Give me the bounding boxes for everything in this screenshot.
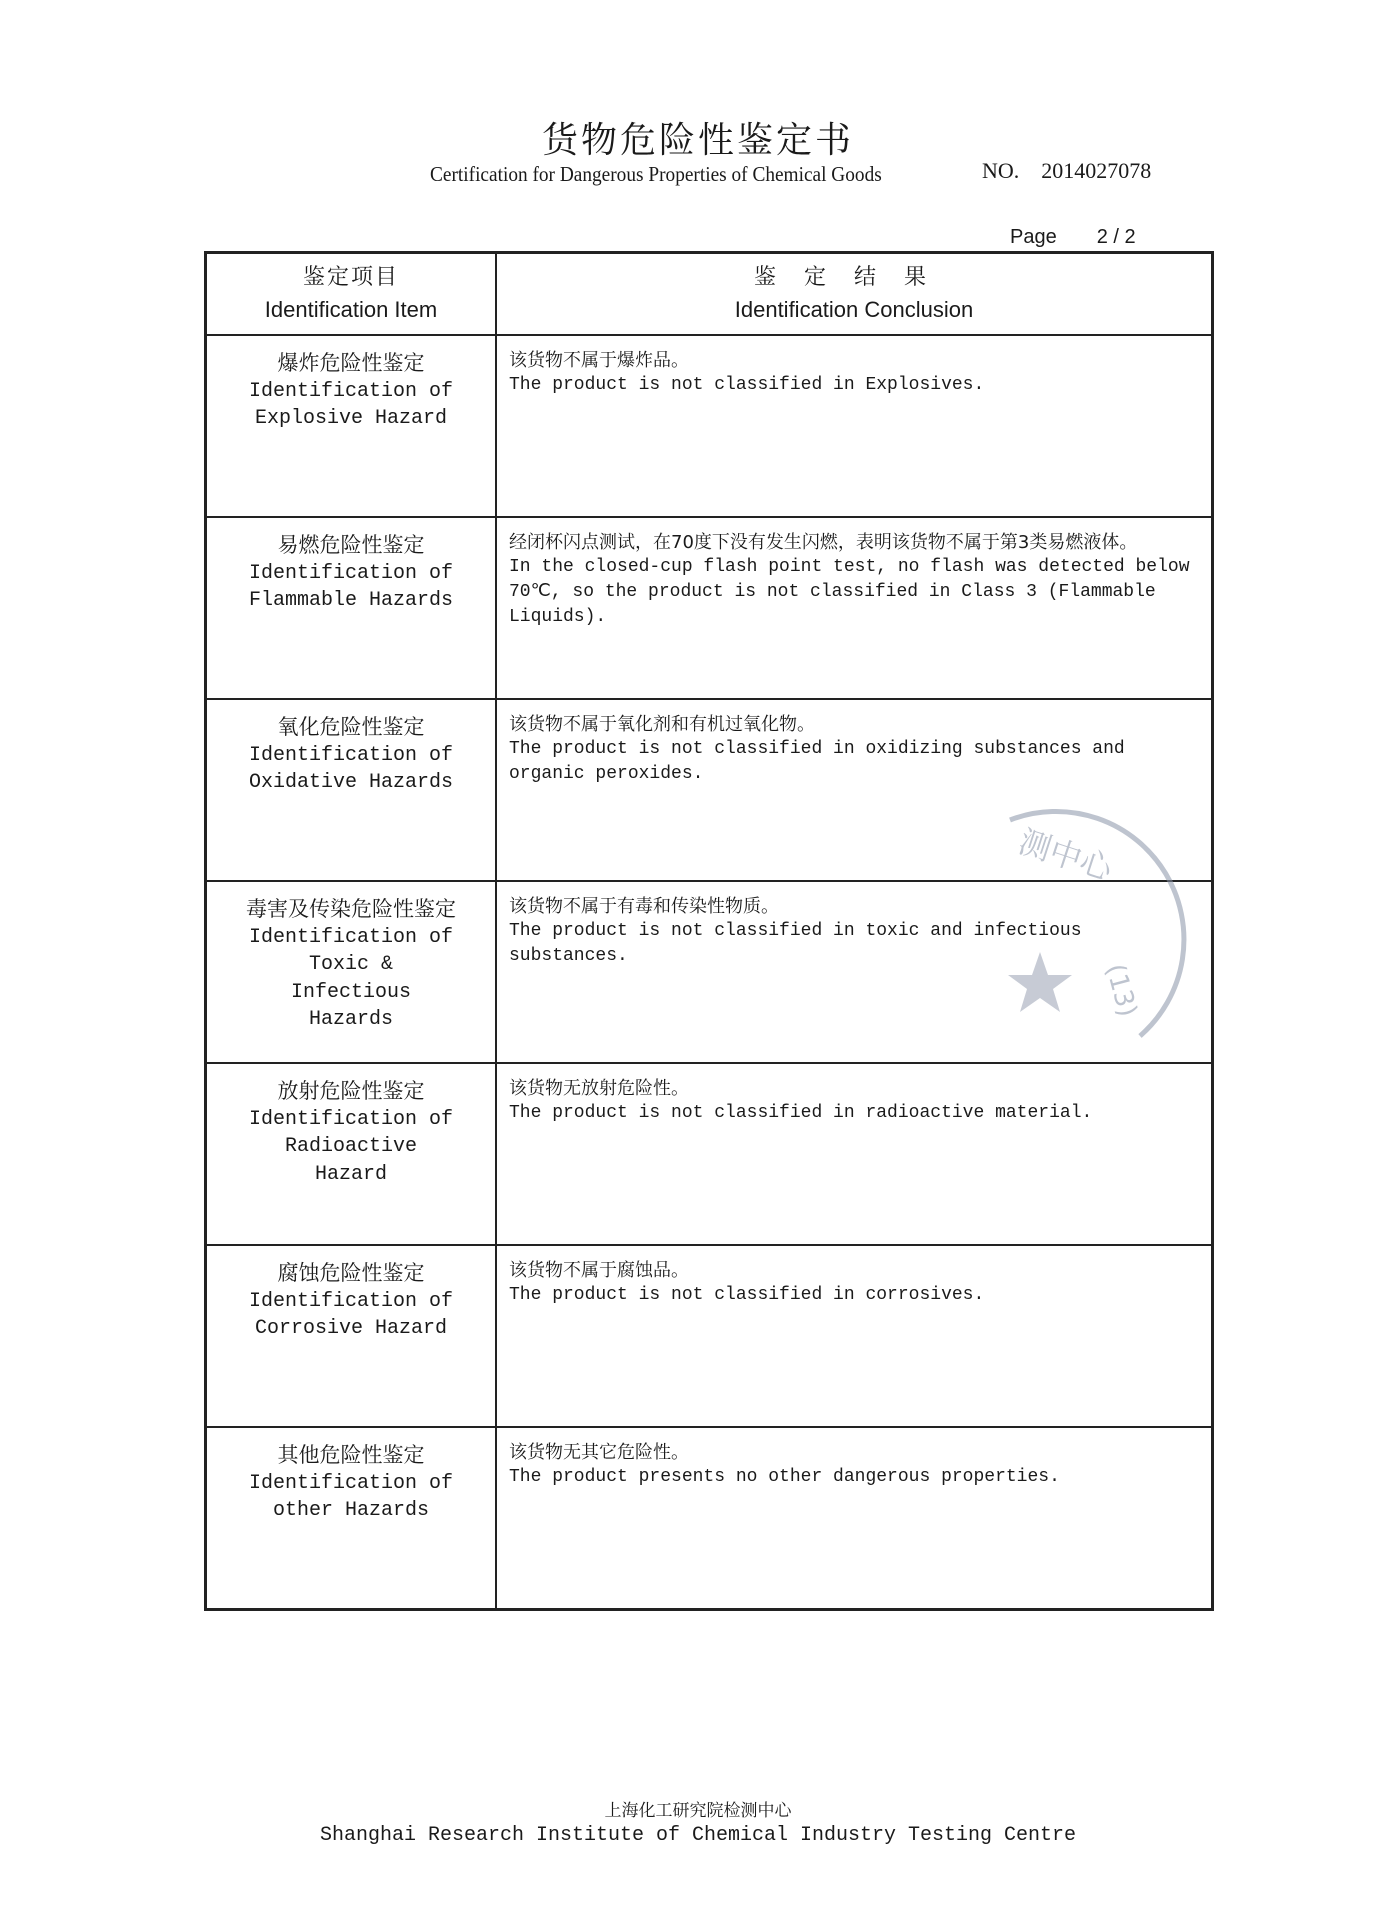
column-header-conclusion (496, 253, 1213, 336)
column-header-item (206, 253, 497, 336)
table-row (206, 1427, 1213, 1610)
identification-item (206, 1245, 497, 1427)
item-en: Identification of Flammable Hazards (248, 561, 454, 612)
seal-number: (13) (1099, 960, 1143, 1021)
item-zh: 毒害及传染危险性鉴定 (246, 897, 456, 921)
certificate-number (982, 158, 1151, 184)
page-value: 2 / 2 (1096, 226, 1136, 248)
table-row (206, 1245, 1213, 1427)
result-zh: 该货物无其它危险性。 (509, 1442, 689, 1463)
result-zh: 该货物不属于氧化剂和有机过氧化物。 (509, 714, 815, 735)
identification-conclusion (496, 1063, 1213, 1245)
seal-text: 测中心 (1014, 822, 1118, 889)
column-header-item-zh: 鉴定项目 (302, 265, 399, 290)
result-en: In the closed-cup flash point test, no flash was detected below 70℃, so the product is not classified in Class 3 (Flammable Liquids). (509, 557, 1190, 627)
item-zh: 氧化危险性鉴定 (277, 715, 425, 739)
page-label: Page (1010, 226, 1057, 248)
item-en: Identification of Explosive Hazard (248, 379, 454, 430)
official-seal-stamp (940, 800, 1200, 1080)
certificate-number-label: NO. (982, 158, 1020, 183)
footer-organization-en: Shanghai Research Institute of Chemical Industry Testing Centre (319, 1824, 1077, 1847)
identification-item (206, 1063, 497, 1245)
item-en: Identification of Oxidative Hazards (248, 743, 454, 794)
item-zh: 爆炸危险性鉴定 (277, 351, 425, 375)
identification-conclusion (496, 1427, 1213, 1610)
item-en: Identification of Toxic & Infectious Hazards (248, 925, 454, 1031)
item-zh: 放射危险性鉴定 (277, 1079, 425, 1103)
result-zh: 该货物不属于腐蚀品。 (509, 1260, 689, 1281)
item-zh: 易燃危险性鉴定 (277, 533, 425, 557)
page-indicator (1010, 226, 1136, 249)
identification-conclusion (496, 1245, 1213, 1427)
result-zh: 该货物不属于爆炸品。 (509, 350, 689, 371)
table-header-row (206, 253, 1213, 336)
footer-organization-zh: 上海化工研究院检测中心 (604, 1801, 792, 1821)
result-en: The product is not classified in Explosives. (509, 375, 985, 395)
result-en: The product presents no other dangerous properties. (509, 1467, 1060, 1487)
table-row (206, 335, 1213, 517)
item-zh: 腐蚀危险性鉴定 (277, 1261, 425, 1285)
result-zh: 该货物不属于有毒和传染性物质。 (509, 896, 779, 917)
seal-star-icon (1008, 952, 1072, 1012)
identification-item (206, 517, 497, 699)
column-header-item-en: Identification Item (264, 297, 438, 322)
result-en: The product is not classified in radioactive material. (509, 1103, 1093, 1123)
identification-item (206, 699, 497, 881)
identification-conclusion (496, 335, 1213, 517)
table-row (206, 1063, 1213, 1245)
result-en: The product is not classified in toxic and infectious substances. (509, 921, 1082, 966)
identification-item (206, 1427, 497, 1610)
document-title-zh: 货物危险性鉴定书 (541, 120, 854, 161)
column-header-conclusion-zh: 鉴定结果 (753, 265, 954, 290)
result-en: The product is not classified in corrosives. (509, 1285, 985, 1305)
identification-conclusion (496, 517, 1213, 699)
item-en: Identification of other Hazards (248, 1471, 454, 1522)
result-zh: 经闭杯闪点测试，在70度下没有发生闪燃，表明该货物不属于第3类易燃液体。 (509, 532, 1138, 553)
item-en: Identification of Radioactive Hazard (248, 1107, 454, 1186)
document-title-en: Certification for Dangerous Properties of Chemical Goods (430, 162, 882, 186)
result-en: The product is not classified in oxidizing substances and organic peroxides. (509, 739, 1125, 784)
column-header-conclusion-en: Identification Conclusion (734, 297, 974, 322)
table-row (206, 517, 1213, 699)
identification-item (206, 881, 497, 1063)
certificate-number-value: 2014027078 (1041, 158, 1152, 183)
result-zh: 该货物无放射危险性。 (509, 1078, 689, 1099)
item-en: Identification of Corrosive Hazard (248, 1289, 454, 1340)
identification-item (206, 335, 497, 517)
item-zh: 其他危险性鉴定 (277, 1443, 425, 1467)
